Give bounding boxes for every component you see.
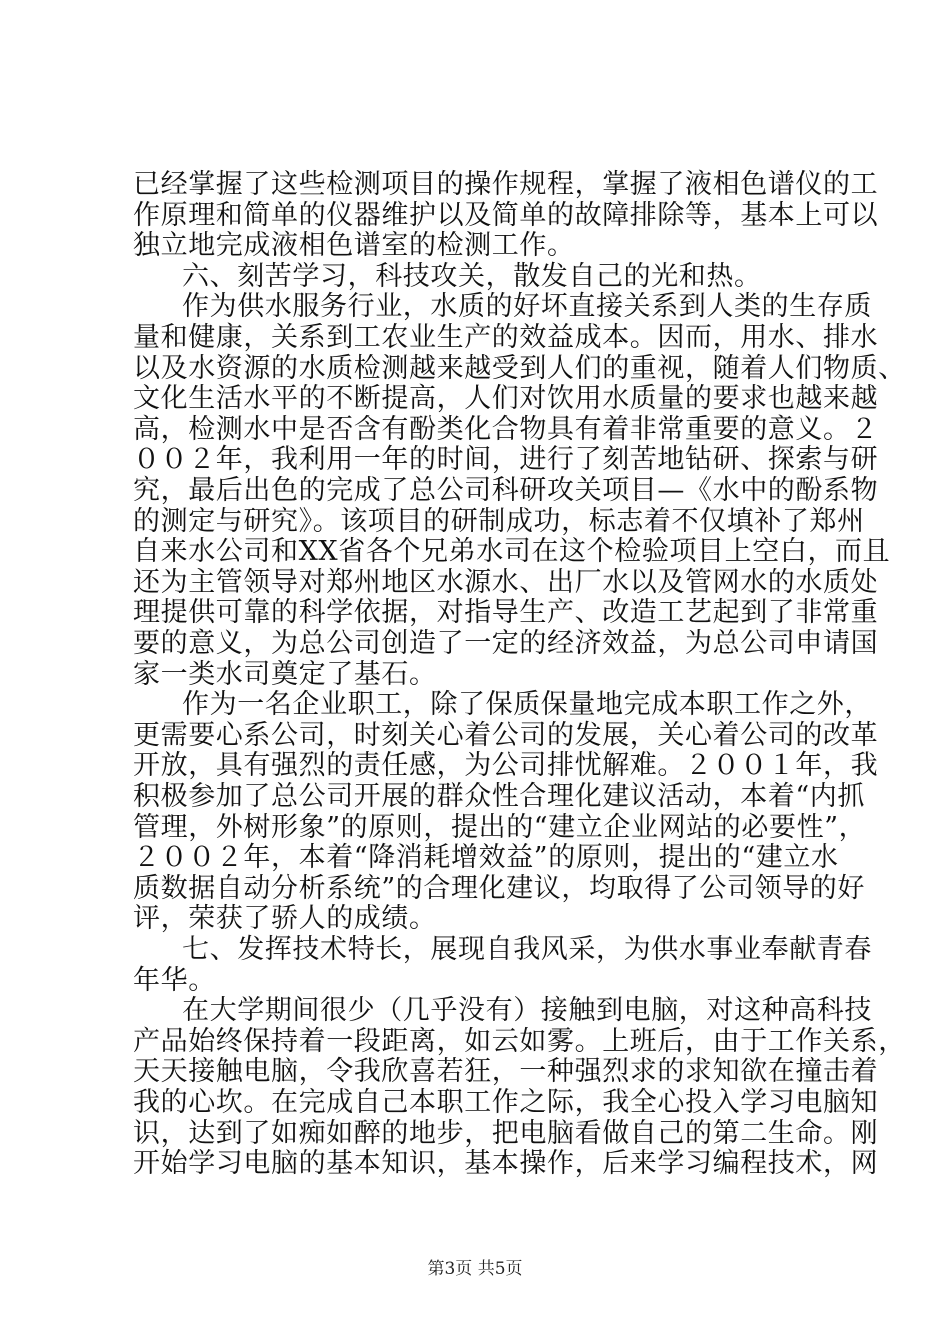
text-line: 开放，具有强烈的责任感，为公司排忧解难。２００１年，我 bbox=[133, 750, 879, 781]
text-line: 的测定与研究》。该项目的研制成功，标志着不仅填补了郑州 bbox=[133, 506, 865, 537]
text-line: 高，检测水中是否含有酚类化合物具有着非常重要的意义。２ bbox=[133, 414, 879, 445]
text-line: 识，达到了如痴如醉的地步，把电脑看做自己的第二生命。刚 bbox=[133, 1118, 879, 1149]
text-line: 家一类水司奠定了基石。 bbox=[133, 659, 437, 690]
text-line: 自来水公司和XX省各个兄弟水司在这个检验项目上空白，而且 bbox=[133, 536, 891, 567]
section-heading-six: 六、刻苦学习，科技攻关，散发自己的光和热。 bbox=[182, 261, 762, 292]
text-line: 质数据自动分析系统”的合理化建议，均取得了公司领导的好 bbox=[133, 873, 866, 904]
text-line: 还为主管领导对郑州地区水源水、出厂水以及管网水的水质处 bbox=[133, 567, 879, 598]
text-line: ００２年，我利用一年的时间，进行了刻苦地钻研、探索与研 bbox=[133, 444, 879, 475]
text-line: 我的心坎。在完成自己本职工作之际，我全心投入学习电脑知 bbox=[133, 1087, 879, 1118]
text-line: 评，荣获了骄人的成绩。 bbox=[133, 903, 437, 934]
text-line: 作原理和简单的仪器维护以及简单的故障排除等，基本上可以 bbox=[133, 200, 879, 231]
text-line: 开始学习电脑的基本知识，基本操作，后来学习编程技术，网 bbox=[133, 1148, 879, 1179]
text-line: 以及水资源的水质检测越来越受到人们的重视，随着人们物质、 bbox=[133, 353, 906, 384]
text-line: 要的意义，为总公司创造了一定的经济效益，为总公司申请国 bbox=[133, 628, 879, 659]
text-line: 在大学期间很少（几乎没有）接触到电脑，对这种高科技 bbox=[182, 995, 872, 1026]
text-line: 理提供可靠的科学依据，对指导生产、改造工艺起到了非常重 bbox=[133, 597, 879, 628]
text-line: 作为供水服务行业，水质的好坏直接关系到人类的生存质 bbox=[182, 291, 872, 322]
text-line: 产品始终保持着一段距离，如云如雾。上班后，由于工作关系， bbox=[133, 1026, 906, 1057]
text-line: 更需要心系公司，时刻关心着公司的发展，关心着公司的改革 bbox=[133, 720, 879, 751]
text-line: 究，最后出色的完成了总公司科研攻关项目—《水中的酚系物 bbox=[133, 475, 879, 506]
text-line: 积极参加了总公司开展的群众性合理化建议活动，本着“内抓 bbox=[133, 781, 866, 812]
text-line: 天天接触电脑，令我欣喜若狂，一种强烈求的求知欲在撞击着 bbox=[133, 1056, 879, 1087]
section-heading-seven-cont: 年华。 bbox=[133, 965, 216, 996]
text-line: 已经掌握了这些检测项目的操作规程，掌握了液相色谱仪的工 bbox=[133, 169, 879, 200]
text-line: ２００２年，本着“降消耗增效益”的原则，提出的“建立水 bbox=[133, 842, 839, 873]
text-line: 独立地完成液相色谱室的检测工作。 bbox=[133, 230, 575, 261]
text-line: 管理，外树形象”的原则，提出的“建立企业网站的必要性”， bbox=[133, 812, 867, 843]
text-line: 文化生活水平的不断提高，人们对饮用水质量的要求也越来越 bbox=[133, 383, 879, 414]
text-line: 量和健康，关系到工农业生产的效益成本。因而，用水、排水 bbox=[133, 322, 879, 353]
page-footer: 第3页 共5页 bbox=[427, 1259, 523, 1279]
section-heading-seven: 七、发挥技术特长，展现自我风采，为供水事业奉献青春 bbox=[182, 934, 872, 965]
text-line: 作为一名企业职工，除了保质保量地完成本职工作之外， bbox=[182, 689, 872, 720]
